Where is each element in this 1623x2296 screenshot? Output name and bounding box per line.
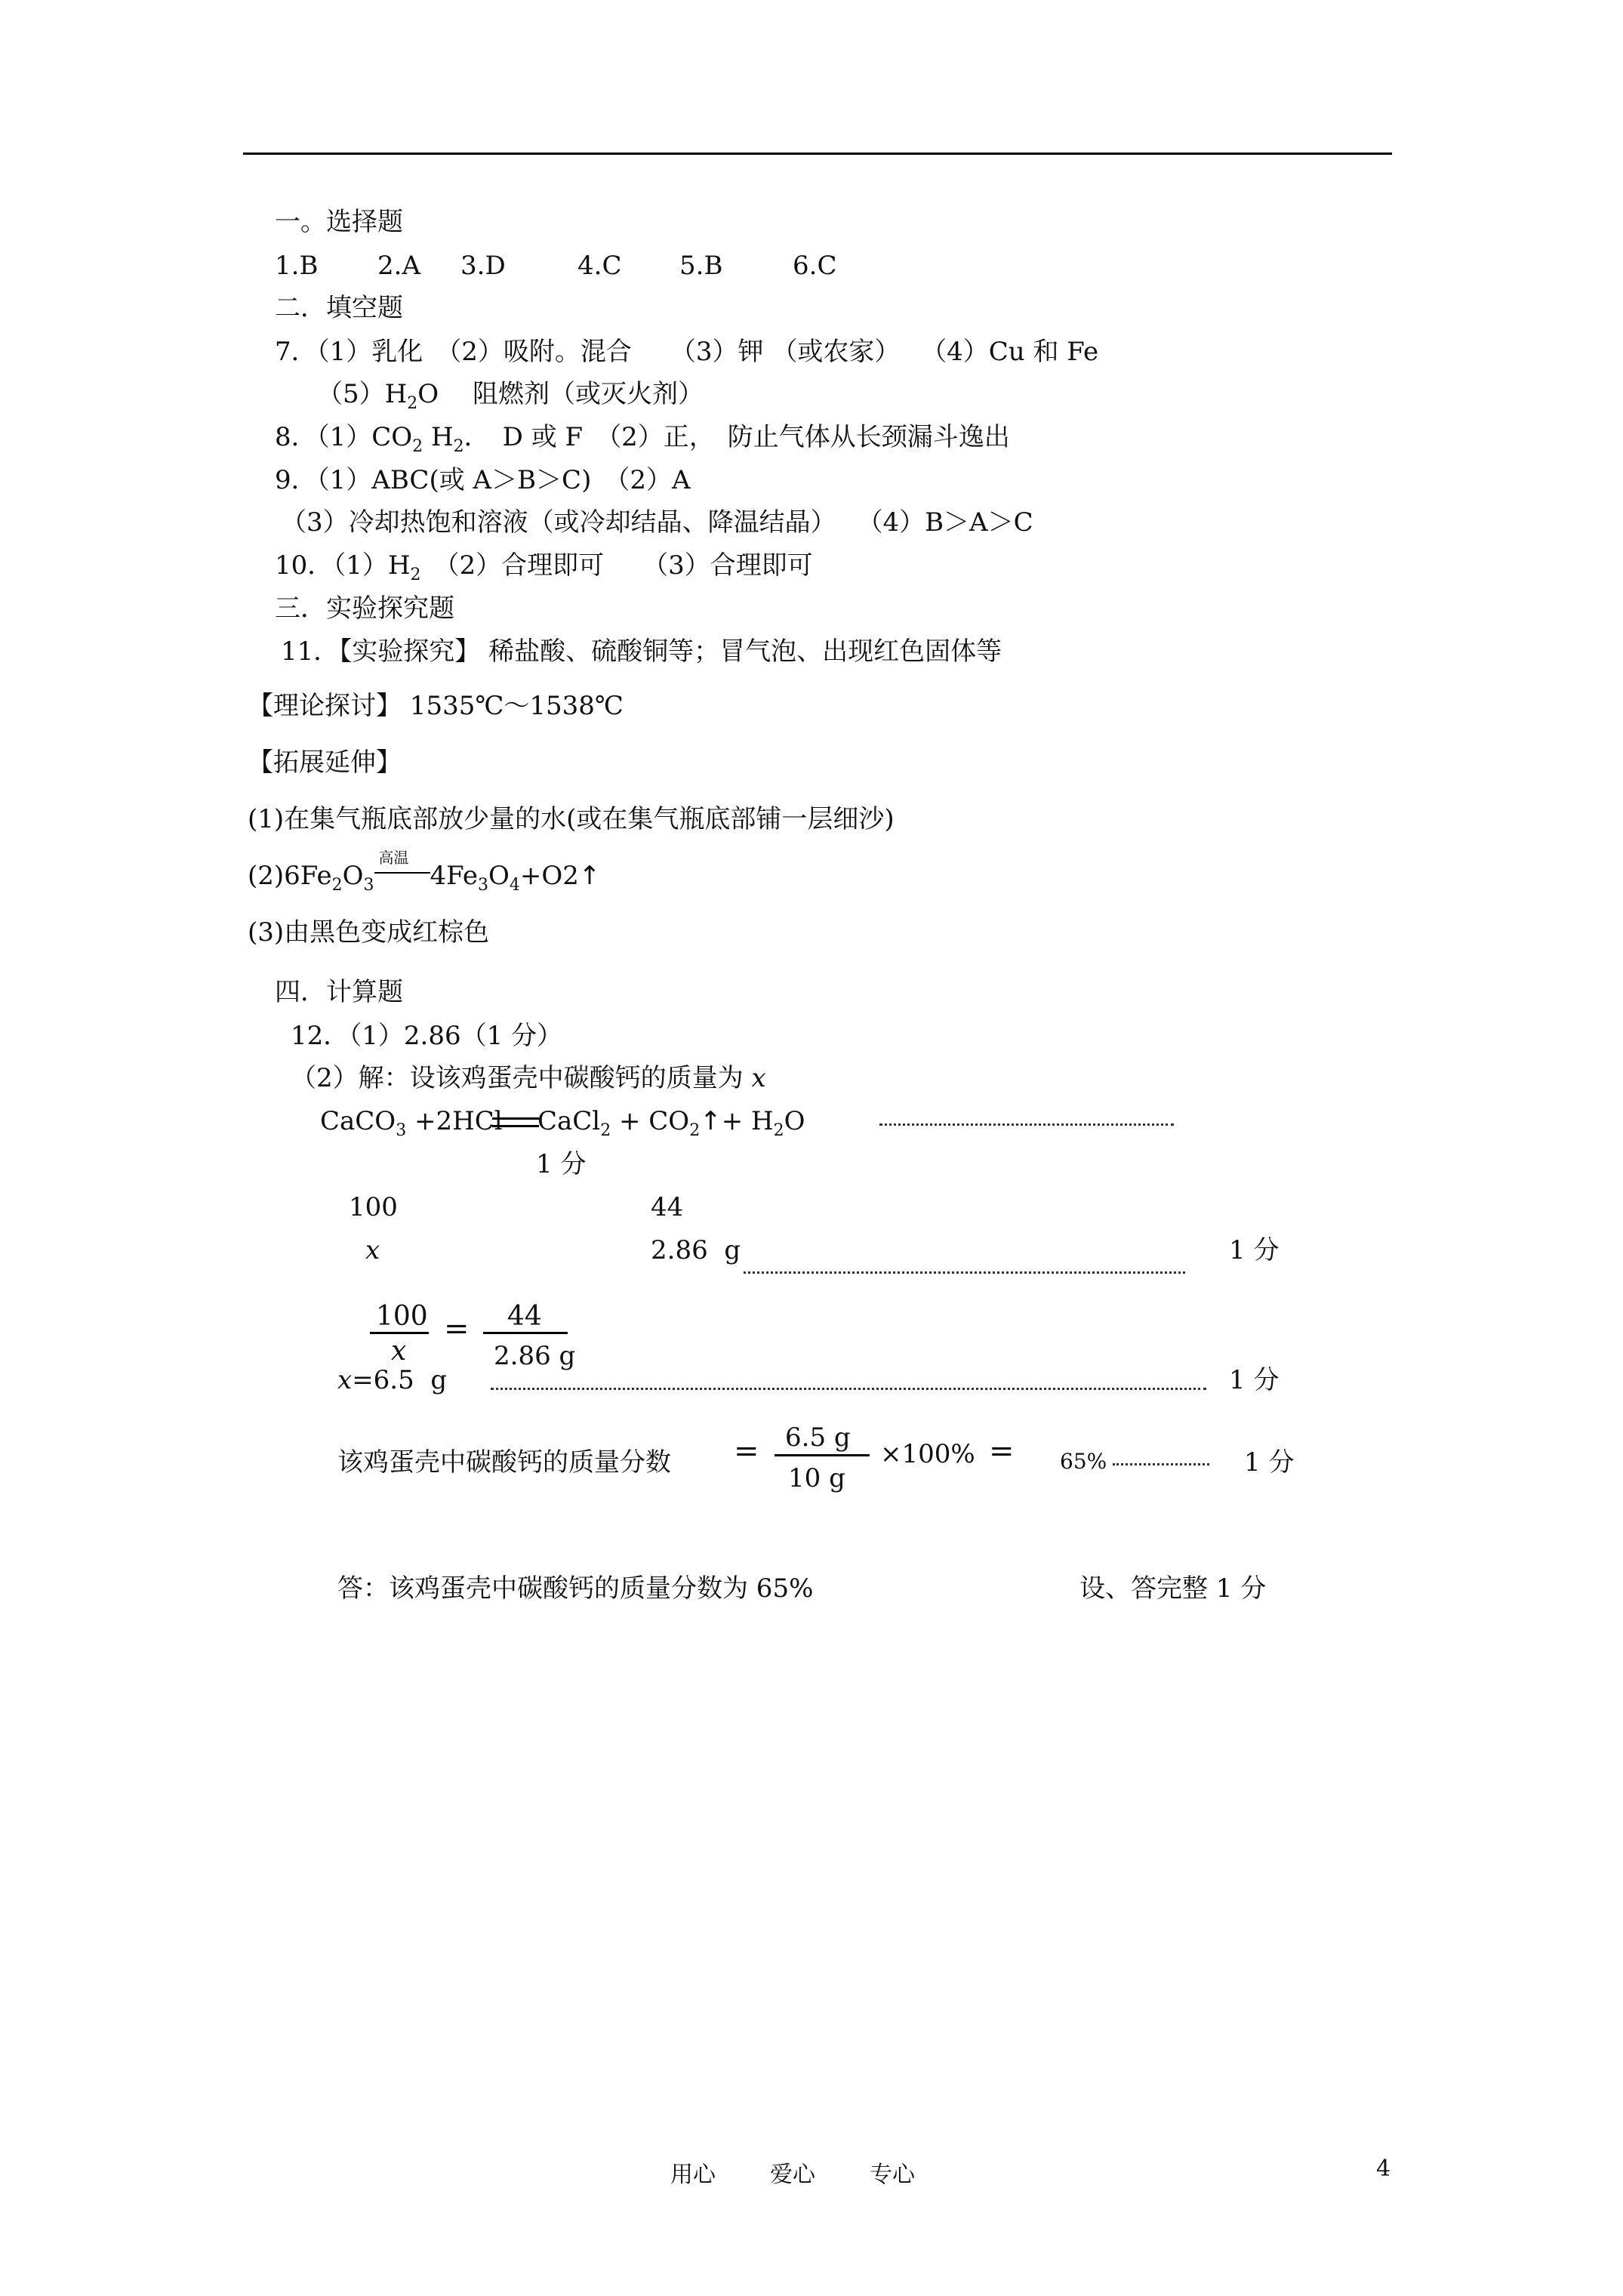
percent-multiply: ×100% [880,1439,975,1469]
percent-equals-1: = [734,1434,759,1469]
footer-item-2: 爱心 [770,2162,815,2188]
percent-label: 该鸡蛋壳中碳酸钙的质量分数 [337,1447,671,1478]
ext2-c: 4Fe [430,861,479,891]
theory-line: 【理论探讨】 1535℃～1538℃ [248,691,624,721]
eq-s2: 2 [600,1121,611,1140]
var-x: x [751,1063,766,1093]
mass-100: 100 [349,1192,398,1222]
score-1: 1 分 [536,1149,587,1179]
answer-1: 1.B [275,251,319,281]
section-3-title: 三．实验探究题 [275,593,454,624]
answer-6: 6.C [793,251,837,281]
x-result-var: x [337,1365,353,1395]
q8-line [275,421,1010,464]
ext2-s1: 2 [331,876,343,895]
ext2-e: +O2 [519,861,579,891]
eq-b: +2HCl [406,1106,503,1136]
eq-s1: 3 [396,1121,407,1140]
q7b-sub: 2 [407,394,418,413]
answer-4: 4.C [577,251,622,281]
score-2: 1 分 [1229,1235,1280,1265]
equation-equals-top [492,1117,539,1120]
final-answer-score: 设、答完整 1 分 [1079,1573,1267,1604]
ext2-s3: 3 [478,876,489,895]
eq-e: + H [721,1106,774,1136]
q8-b: H [423,422,454,452]
percent-value: 65% [1060,1449,1107,1474]
ext2-s2: 3 [363,876,374,895]
q9-line-1: 9．（1）ABC(或 A＞B＞C) （2）A [275,465,691,495]
frac-den-x: x [391,1336,407,1367]
mass-x: x [365,1235,380,1265]
percent-den: 10 g [788,1463,845,1493]
q12-part-2 [291,1062,766,1095]
final-answer: 答：该鸡蛋壳中碳酸钙的质量分数为 65% [337,1573,814,1604]
section-2-title: 二．填空题 [275,293,403,323]
dotted-leader-3 [491,1388,1206,1390]
fraction-bar-1 [370,1332,429,1334]
mass-286: 2.86 g [651,1235,741,1265]
fraction-bar-2 [483,1332,568,1334]
q7b-pre: （5）H [317,379,408,409]
section-4-title: 四．计算题 [275,977,403,1007]
mass-44: 44 [651,1192,684,1222]
q10-a: 10．（1）H [275,550,411,581]
extension-1: (1)在集气瓶底部放少量的水(或在集气瓶底部铺一层细沙) [248,804,895,834]
ext2-a: (2)6Fe [248,861,332,891]
score-3: 1 分 [1229,1365,1280,1395]
answer-3: 3.D [460,251,506,281]
answer-5: 5.B [679,251,723,281]
q10-line [275,549,813,592]
frac-den-286: 2.86 g [494,1341,576,1371]
q8-sub2: 2 [453,437,464,456]
frac-num-100: 100 [376,1301,428,1332]
footer-item-1: 用心 [670,2162,716,2188]
eq-s3: 2 [689,1121,701,1140]
extension-3: (3)由黑色变成红棕色 [248,917,490,948]
q11-line: 11．【实验探究】 稀盐酸、硫酸铜等；冒气泡、出现红色固体等 [281,636,1002,667]
extension-2 [248,849,601,902]
section-1-title: 一。选择题 [275,207,403,237]
gas-arrow-icon: ↑ [700,1106,722,1136]
answer-2: 2.A [377,251,420,281]
q10-sub: 2 [410,566,421,584]
dotted-leader-4 [1113,1463,1209,1465]
header-rule [243,153,1392,155]
ext2-b: O [342,861,364,891]
eq-f: O [784,1106,805,1136]
eq-d: + CO [611,1106,690,1136]
percent-num: 6.5 g [785,1422,851,1453]
q9-line-2: （3）冷却热饱和溶液（或冷却结晶、降温结晶） （4）B＞A＞C [281,507,1033,538]
ext2-s4: 4 [509,876,520,895]
q8-sub: 2 [412,437,423,456]
frac-equals: = [444,1311,470,1346]
eq-s4: 2 [773,1121,784,1140]
q7b-post: O 阻燃剂（或灭火剂） [417,379,704,409]
q7-line-1: 7．（1）乳化 （2）吸附。混合 （3）钾 （或农家） （4）Cu 和 Fe [275,337,1099,367]
q12-2-text: （2）解：设该鸡蛋壳中碳酸钙的质量为 [291,1063,752,1093]
q10-b: （2）合理即可 （3）合理即可 [420,550,813,581]
q8-c: ． D 或 F （2）正， 防止气体从长颈漏斗逸出 [463,422,1010,452]
up-arrow-icon: ↑ [578,861,601,891]
ext2-d: O [488,861,510,891]
equation-right [537,1105,805,1148]
q7-line-2 [317,378,704,421]
eq-c: CaCl [537,1106,601,1136]
percent-fraction-bar [775,1454,870,1456]
score-4: 1 分 [1244,1447,1295,1478]
reaction-condition: 高温 [378,849,409,867]
eq-a: CaCO [320,1106,396,1136]
x-result-value: =6.5 g [352,1365,448,1395]
q12-part-1: 12．（1）2.86（1 分） [291,1021,563,1051]
q8-a: 8．（1）CO [275,422,413,452]
equation-left [320,1105,503,1148]
page-number: 4 [1376,2156,1391,2182]
dotted-leader-1 [879,1123,1174,1126]
equation-equals-bottom [492,1125,539,1127]
extension-title: 【拓展延伸】 [248,747,402,778]
percent-equals-2: = [989,1434,1015,1469]
x-result [337,1364,447,1397]
frac-num-44: 44 [507,1301,542,1332]
footer-item-3: 专心 [870,2162,915,2188]
dotted-leader-2 [744,1271,1185,1274]
